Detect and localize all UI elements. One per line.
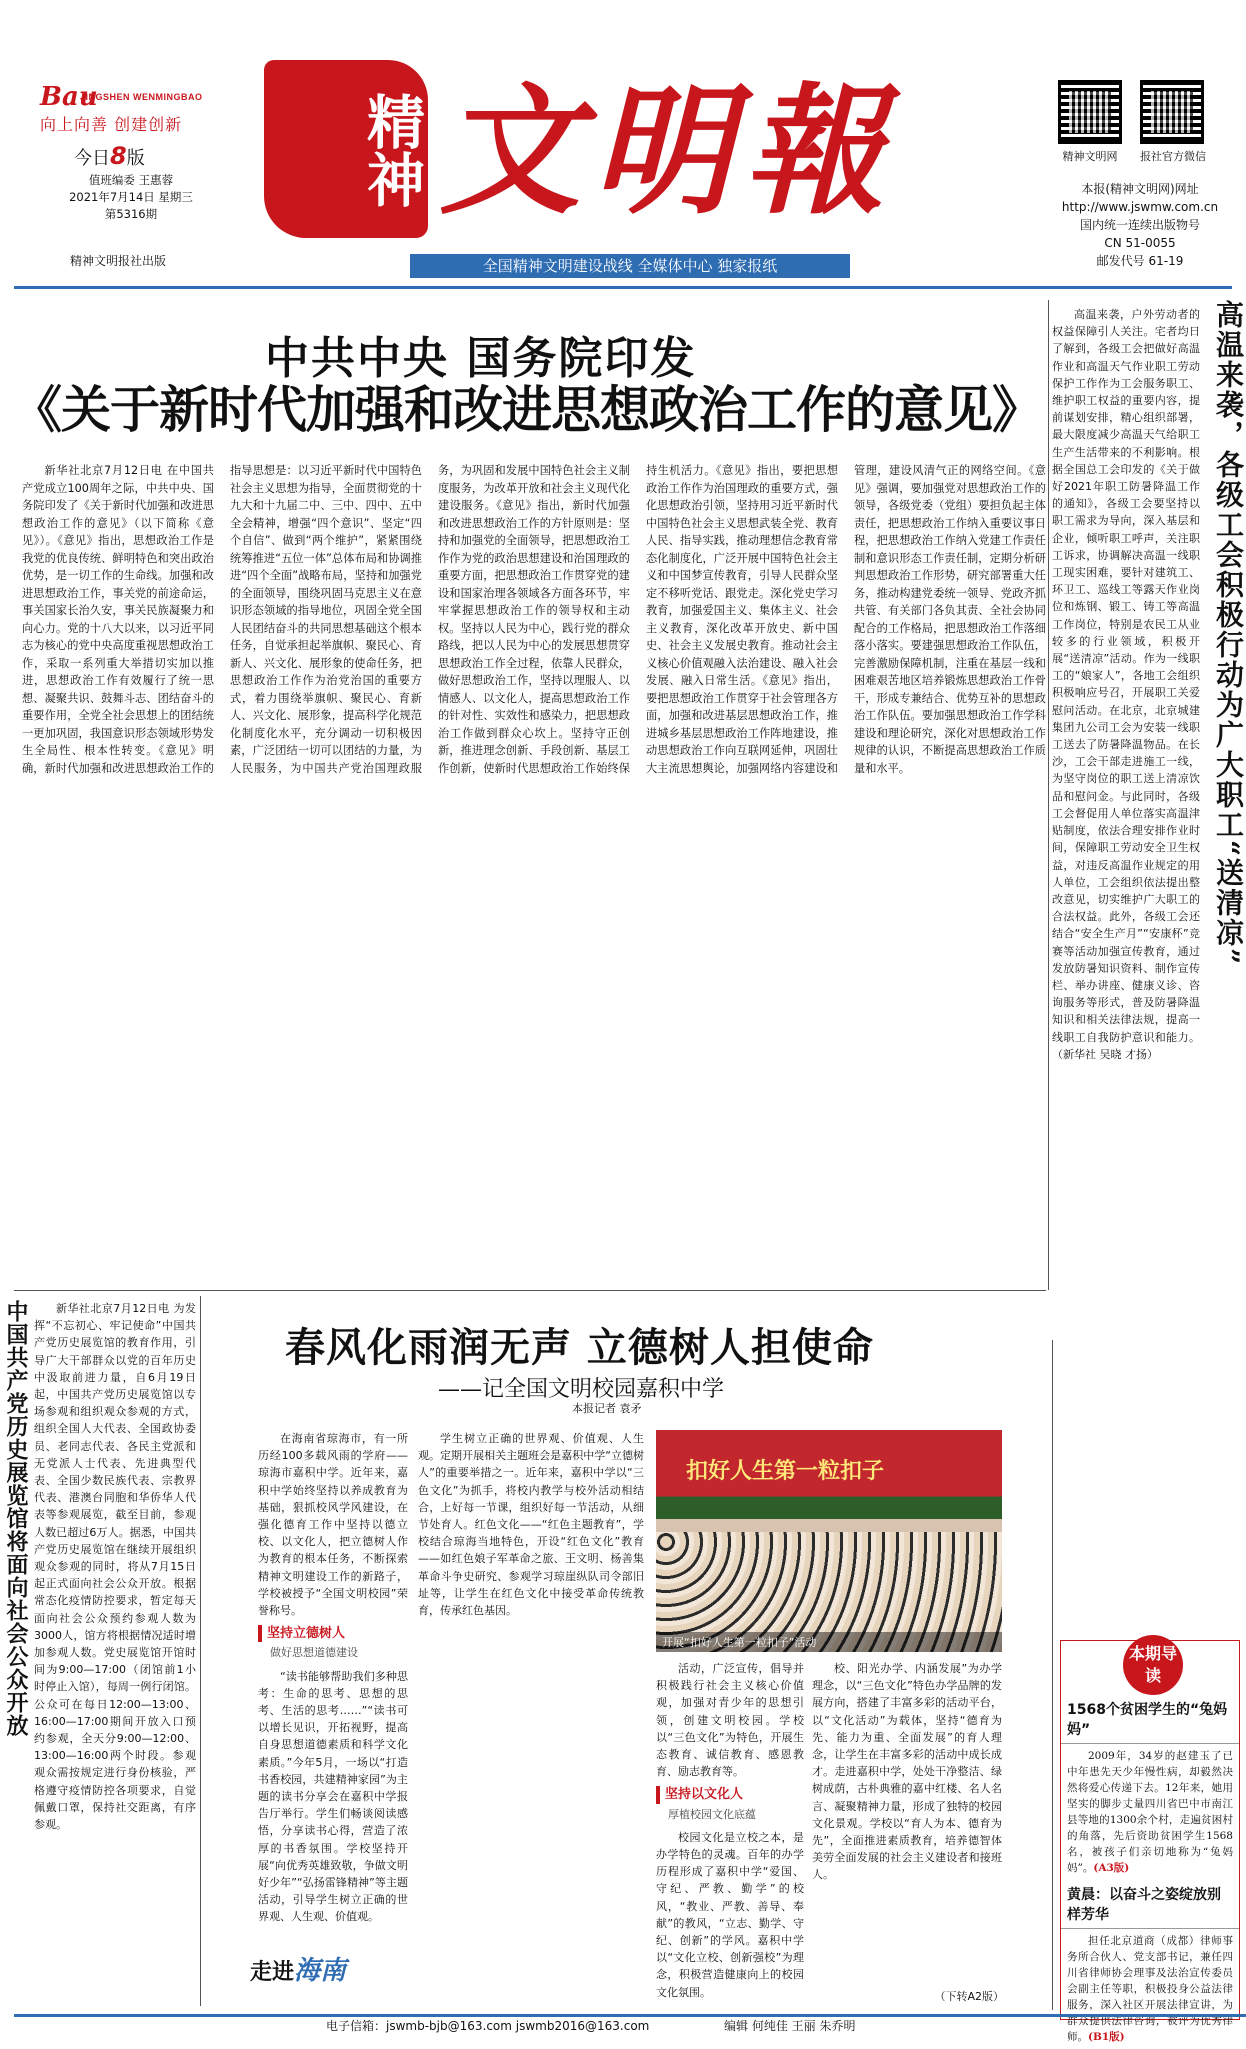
column-divider: [1048, 300, 1049, 1290]
newspaper-title: [264, 60, 984, 246]
sidebar-headline[interactable]: 高温来袭，各级工会积极行动为广大职工“送清凉”: [1212, 300, 1245, 967]
issue-info: 值班编委 王惠蓉 2021年7月14日 星期三 第5316期: [69, 173, 193, 221]
feature-subhead: 坚持以文化人: [656, 1786, 804, 1803]
brand-pinyin: JINGSHEN WENMINGBAO: [80, 92, 203, 102]
guide-badge: 本期导读: [1123, 1635, 1183, 1695]
brand-logo: Bau: [40, 82, 98, 112]
feature-subhead: 坚持立德树人: [258, 1625, 408, 1642]
publication-info: 本报(精神文明网)网址 http://www.jswmw.com.cn 国内统一连续出版物号 CN 51-0055 邮发代号 61-19: [1040, 180, 1240, 270]
banner-bar: 全国精神文明建设战线 全媒体中心 独家报纸: [410, 254, 850, 278]
photo-caption: 开展“扣好人生第一粒扣子”活动: [656, 1632, 1002, 1652]
guide-box: [1060, 1640, 1240, 2043]
sidebar-body: 高温来袭，户外劳动者的权益保障引人关注。宅者均日了解到，各级工会把做好高温作业和高温天气作业职工劳动保护工作作为工会服务职工、维护职工权益的重要内容，提前谋划安排，精心组织部署，最大限度减少高温天气给职工生产生活带来的不利影响。根据全国总工会印发的《关于做好2021年职工防暑降温工作的通知》，各级工会要坚持以职工需求为导向，深入基层和企业，倾听职工呼声，关注职工诉求，协调解决高温一线职工现实困难，要针对建筑工、环卫工、巡线工等露天作业岗位和炼钢、锻工、铸工等高温工作岗位，特别是农民工从业较多的行业领域，积极开展“送清凉”活动。作为一线职工的“娘家人”，各地工会组织积极响应号召，开展职工关爱慰问活动。在北京，北京城建集团九公司工会为安装一线职工送去了防暑降温物品。在长沙，工会干部走进施工一线，为坚守岗位的职工送上清凉饮品和慰问金。与此同时，各级工会督促用人单位落实高温津贴制度，依法合理安排作业时间，保障职工劳动安全卫生权益，对违反高温作业规定的用人单位，工会组织依法提出整改意见，切实维护广大职工的合法权益。此外，各级工会还结合“安全生产月”“安康杯”竞赛等活动加强宣传教育，通过发放防暑知识资料、制作宣传栏、举办讲座、健康义诊、咨询服务等形式，普及防暑降温知识和相关法律法规，提高一线职工自我防护意识和能力。（新华社 吴晓 才扬）: [1052, 308, 1200, 1061]
footer-editors: 编辑 何纯佳 王丽 朱乔明: [724, 2019, 856, 2033]
guide-item-title[interactable]: 黄晨：以奋斗之姿绽放别样芳华: [1061, 1880, 1239, 1929]
footer: [14, 2014, 1246, 2034]
brand-slogan: 向上向善 创建创新: [40, 115, 183, 134]
qr-left[interactable]: 精神文明网: [1058, 80, 1122, 164]
feature-title[interactable]: 春风化雨润无声 立德树人担使命: [285, 1324, 874, 1371]
continued-note[interactable]: （下转A2版）: [934, 1990, 1004, 2003]
feature-photo[interactable]: [656, 1430, 1002, 1652]
feature-subtitle: ——记全国文明校园嘉积中学: [438, 1377, 725, 1402]
feature-column-3: 活动，广泛宣传，倡导并积极践行社会主义核心价值观，加强对青少年的思想引领，创建文明校园。学校以“三色文化”为特色，开展生态教育、诚信教育、感恩教育、励志教育等。 坚持以文化人 厚植校园文化底蕴 校园文化是立校之本，是办学特色的灵魂。百年的办学历程形成了嘉积中学“爱国、守纪、严教、勤学”的校风，“教业、严教、善导、奉献”的教风，“立志、勤学、守纪、创新”的学风。嘉积中学以“文化立校、创新强校”为理念，积极营造健康向上的校园文化氛围。: [656, 1662, 804, 1999]
column-divider: [1052, 1340, 1053, 2010]
exhibit-body: 新华社北京7月12日电 为发挥“不忘初心、牢记使命”中国共产党历史展览馆的教育作用，引导广大干部群众以党的百年历史中汲取前进力量，自6月19日起，中国共产党历史展览馆以专场参观和组织观众参观的方式，组织全国人大代表、全国政协委员、老同志代表、各民主党派和无党派人士代表、先进典型代表、全国少数民族代表、宗教界代表、港澳台同胞和华侨华人代表等参观展览，截至目前，参观人数已超过6万人。据悉，中国共产党历史展览馆在继续开展组织观众参观的同时，将从7月15日起正式面向社会公众开放。根据常态化疫情防控要求，暂定每天面向社会公众预约参观人数为3000人，馆方将根据情况适时增加参观人数。党史展览馆开馆时间为9:00—17:00（闭馆前1小时停止入馆），每周一例行闭馆。公众可在每日12:00—13:00、16:00—17:00期间开放入口预约参观，全天分9:00—12:00、13:00—16:00两个时段。参观观众需按规定进行身份核验，严格遵守疫情防控各项要求，自觉佩戴口罩，保持社交距离，有序参观。: [34, 1302, 196, 1832]
guide-item-title[interactable]: 1568个贫困学生的“兔妈妈”: [1061, 1695, 1239, 1744]
zoujin-logo: 走进海南: [250, 1956, 347, 1986]
guide-item-body: 2009年，34岁的赵建玉了已中年患先天少年慢性病，却毅然决然将爱心传递下去。12年来，她用坚实的脚步丈量四川省巴中市南江县等地的1300余个村，走遍贫困村的角落，先后资助贫困学生1568名，被孩子们亲切地称为“兔妈妈”。(A3版): [1067, 1750, 1233, 1874]
site-url[interactable]: http://www.jswmw.com.cn: [1061, 200, 1219, 214]
photo-banner: 扣好人生第一粒扣子: [686, 1458, 885, 1484]
exhibit-headline[interactable]: 中国共产党历史展览馆将面向社会公众开放: [3, 1300, 29, 1737]
publisher: 精神文明报社出版: [70, 254, 167, 268]
today-pages: 今日8版: [74, 142, 145, 170]
lead-headline[interactable]: 《关于新时代加强和改进思想政治工作的意见》: [12, 380, 1041, 439]
masthead: [0, 0, 1246, 280]
lead-body: 新华社北京7月12日电 在中国共产党成立100周年之际，中共中央、国务院印发了《关于新时代加强和改进思想政治工作的意见》（以下简称《意见》）。《意见》指出，思想政治工作是我党的优良传统、鲜明特色和突出政治优势，是一切工作的生命线。加强和改进思想政治工作，事关党的前途命运，事关国家长治久安，事关民族凝聚力和向心力。党的十八大以来，以习近平同志为核心的党中央高度重视思想政治工作，采取一系列重大举措切实加以推进，思想政治工作有效履行了统一思想、凝聚共识、鼓舞斗志、团结奋斗的重要作用，全党全社会思想上的团结统一更加巩固，我国意识形态领域形势发生全局性、根本性转变。《意见》明确，新时代加强和改进思想政治工作的指导思想是：以习近平新时代中国特色社会主义思想为指导，全面贯彻党的十九大和十九届二中、三中、四中、五中全会精神，增强“四个意识”、坚定“四个自信”、做到“两个维护”，紧紧围绕统筹推进“五位一体”总体布局和协调推进“四个全面”战略布局，坚持和加强党的全面领导，围绕巩固马克思主义在意识形态领域的指导地位，巩固全党全国人民团结奋斗的共同思想基础这个根本任务，自觉承担起举旗帜、聚民心、育新人、兴文化、展形象的使命任务，把思想政治工作作为治党治国的重要方式，着力围绕举旗帜、聚民心、育新人、兴文化、展形象，提高科学化规范化制度化水平，充分调动一切积极因素，广泛团结一切可以团结的力量，为人民服务，为中国共产党治国理政服务，为巩固和发展中国特色社会主义制度服务，为改革开放和社会主义现代化建设服务。《意见》指出，新时代加强和改进思想政治工作的方针原则是：坚持和加强党的全面领导，把思想政治工作作为党的政治思想建设和治国理政的重要方面，把思想政治工作贯穿党的建设和国家治理各领域各方面各环节，牢牢掌握思想政治工作的领导权和主动权。坚持以人民为中心，践行党的群众路线，把以人民为中心的发展思想贯穿思想政治工作全过程，依靠人民群众，做好思想政治工作，坚持以理服人、以情感人、以文化人，提高思想政治工作的针对性、实效性和感染力，把思想政治工作做到群众心坎上。坚持守正创新，推进理念创新、手段创新、基层工作创新，使新时代思想政治工作始终保持生机活力。《意见》指出，要把思想政治工作作为治国理政的重要方式，强化思想政治引领，坚持用习近平新时代中国特色社会主义思想武装全党、教育人民、指导实践，推动理想信念教育常态化制度化，广泛开展中国特色社会主义和中国梦宣传教育，引导人民群众坚定不移听党话、跟党走。深化党史学习教育，加强爱国主义、集体主义、社会主义教育，深化改革开放史、新中国史、社会主义发展史教育。推动社会主义核心价值观融入法治建设、融入社会发展、融入日常生活。《意见》指出，要把思想政治工作贯穿于社会管理各方面，加强和改进基层思想政治工作，推进城乡基层思想政治工作阵地建设，推动思想政治工作向互联网延伸，巩固壮大主流思想舆论，加强网络内容建设和管理，建设风清气正的网络空间。《意见》强调，要加强党对思想政治工作的领导，各级党委（党组）要担负起主体责任，把思想政治工作纳入重要议事日程，把思想政治工作纳入党建工作责任制和意识形态工作责任制，定期分析研判思想政治工作形势，研究部署重大任务，推动构建党委统一领导、党政齐抓共管、有关部门各负其责、全社会协同配合的工作格局，把思想政治工作落细落小落实。要建强思想政治工作队伍，完善激励保障机制，注重在基层一线和困难艰苦地区培养锻炼思想政治工作骨干，形成专兼结合、优势互补的思想政治工作队伍。要加强思想政治工作学科建设和理论研究，深化对思想政治工作规律的认识，不断提高思想政治工作质量和水平。: [22, 464, 1046, 775]
feature-column-1: 在海南省琼海市，有一所历经100多载风雨的学府——琼海市嘉积中学。近年来，嘉积中学始终坚持以养成教育为基础，狠抓校风学风建设，在强化德育工作中坚持以德立校、以文化人，把立德树人作为教育的根本任务，不断探索精神文明建设工作的新路子，学校被授予“全国文明校园”荣誉称号。 坚持立德树人 做好思想道德建设 “读书能够帮助我们多种思考：生命的思考、思想的思考、生活的思考……”“读书可以增长见识，开拓视野，提高自身思想道德素质和科学文化素质。”今年5月，一场以“打造书香校园，共建精神家园”为主题的读书分享会在嘉积中学报告厅举行。学生们畅谈阅读感悟，分享读书心得，营造了浓厚的书香氛围。学校坚持开展“向优秀英雄致敬，争做文明好少年”“弘扬雷锋精神”等主题活动，引导学生树立正确的世界观、人生观、价值观。: [258, 1432, 408, 1924]
qr-code-icon: [1058, 80, 1122, 144]
qr-code-icon: [1140, 80, 1204, 144]
title-seal: 精神: [264, 60, 428, 238]
guide-item-body: 担任北京道商（成都）律师事务所合伙人、党支部书记，兼任四川省律师协会理事及法治宣传委员会副主任等职，积极投身公益法律服务，深入社区开展法律宣讲，为群众提供法律咨询，被评为优秀律师。(B1版): [1067, 1935, 1233, 2043]
qr-right[interactable]: 报社官方微信: [1140, 80, 1204, 164]
feature-column-2: 学生树立正确的世界观、价值观、人生观。定期开展相关主题班会是嘉积中学“立德树人”的重要举措之一。近年来，嘉积中学以“三色文化”为抓手，将校内教学与校外活动相结合，上好每一节课，组织好每一节活动，从细节处育人。红色文化——“红色主题教育”，学校结合琼海当地特色，开设“红色文化”教育——如红色娘子军革命之旅、王文明、杨善集革命斗争史研究、参观学习琼崖纵队司令部旧址等，让学生在红色文化中接受革命传统教育，传承红色基因。: [418, 1432, 644, 1618]
column-divider: [200, 1296, 201, 2006]
feature-column-4: 校、阳光办学、内涵发展”为办学理念，以“三色文化”特色办学品牌的发展方向，搭建了丰富多彩的活动平台，以“文化活动”为载体，坚持“德育为先、能力为重、全面发展”的育人理念，让学生在丰富多彩的活动中成长成才。走进嘉积中学，处处干净整洁、绿树成荫，古朴典雅的嘉中红楼、名人名言、凝聚精神力量，形成了独特的校园文化景观。学校以“育人为本、德育为先”，全面推进素质教育，培养德智体美劳全面发展的社会主义建设者和接班人。: [812, 1662, 1002, 1882]
section-rule: [14, 1290, 1046, 1291]
title-calligraphy: 文明報: [440, 70, 897, 234]
feature-byline: 本报记者 袁矛: [572, 1402, 642, 1415]
footer-email[interactable]: 电子信箱：jswmb-bjb@163.com jswmb2016@163.com: [326, 2019, 650, 2033]
masthead-rule: [14, 286, 1232, 289]
lead-kicker: 中共中央 国务院印发: [265, 333, 697, 384]
